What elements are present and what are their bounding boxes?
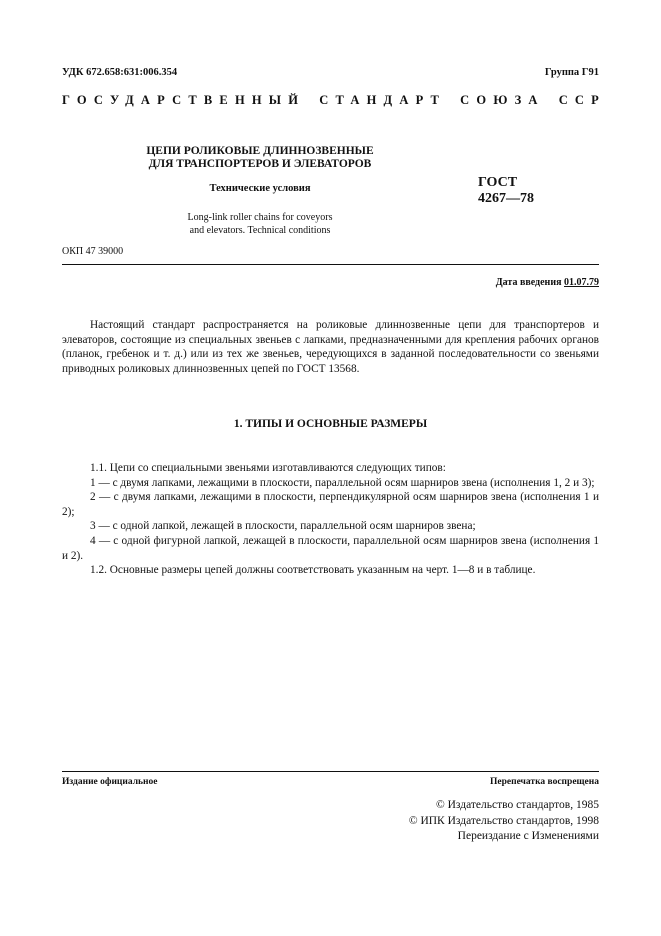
type-3-item: 3 — с одной лапкой, лежащей в плоскости, параллельной осям шарниров звена; [90,520,476,533]
english-title-line-1: Long-link roller chains for coveyors [187,212,333,223]
title-line-1: ЦЕПИ РОЛИКОВЫЕ ДЛИННОЗВЕННЫЕ [146,145,374,157]
udk-code: УДК 672.658:631:006.354 [62,67,178,78]
introduction-date [496,277,599,288]
intro-paragraph-text: Настоящий стандарт распространяется на роликовые длиннозвенные цепи для транспортеров и элеваторов, состоящие из специальных звеньев с лапками, предназначенными для крепления рабочих органов (планок, гребенок и т. д.) или из тех же звеньев, чередующихся в заданной последовательности со звеньями приводных роликовых длиннозвенных цепей по ГОСТ 13568. [62,319,599,375]
gost-number: 4267—78 [478,191,534,206]
type-2-item: 2 — с двумя лапками, лежащими в плоскости, перпендикулярной осям шарниров звена (исполнения 1 и 2); [62,491,599,518]
state-standard-banner [62,93,606,108]
banner-word-2: СТАНДАРТ [319,93,447,107]
group-code: Группа Г91 [544,67,599,78]
header-divider [62,264,599,265]
reissue-note: Переиздание с Изменениями [457,830,599,842]
banner-word-1: ГОСУДАРСТВЕННЫЙ [62,93,306,107]
gost-designation [478,175,598,207]
section-1-body [62,461,599,578]
official-edition-label: Издание официальное [62,777,158,787]
copyright-block [409,798,599,845]
copyright-line-2: © ИПК Издательство стандартов, 1998 [408,814,599,827]
okp-code: ОКП 47 39000 [62,246,124,257]
introduction-date-value: 01.07.79 [564,277,599,288]
type-1-item: 1 — с двумя лапками, лежащими в плоскости, параллельной осям шарниров звена (исполнения 1, 2 и 3); [90,476,595,489]
copyright-line-1: © Издательство стандартов, 1985 [435,799,599,811]
footer-divider [62,771,599,772]
reprint-prohibited-label: Перепечатка воспрещена [489,777,599,787]
banner-word-4: ССР [558,93,606,107]
intro-paragraph [62,318,599,376]
title-line-2: ДЛЯ ТРАНСПОРТЕРОВ И ЭЛЕВАТОРОВ [148,158,372,170]
clause-1-1: 1.1. Цепи со специальными звеньями изготавливаются следующих типов: [90,462,446,474]
section-1-heading: 1. ТИПЫ И ОСНОВНЫЕ РАЗМЕРЫ [233,418,428,430]
document-title [110,145,410,171]
english-title-line-2: and elevators. Technical conditions [189,225,331,236]
type-4-item: 4 — с одной фигурной лапкой, лежащей в плоскости, параллельной осям шарниров звена (исполнения 1 и 2). [62,534,599,562]
document-subtitle: Технические условия [209,183,311,194]
english-title [110,211,410,237]
gost-label: ГОСТ [478,175,518,190]
clause-1-2: 1.2. Основные размеры цепей должны соответствовать указанным на черт. 1—8 и в таблице. [90,564,536,577]
introduction-date-label: Дата введения [495,277,562,288]
banner-word-3: СОЮЗА [460,93,545,107]
